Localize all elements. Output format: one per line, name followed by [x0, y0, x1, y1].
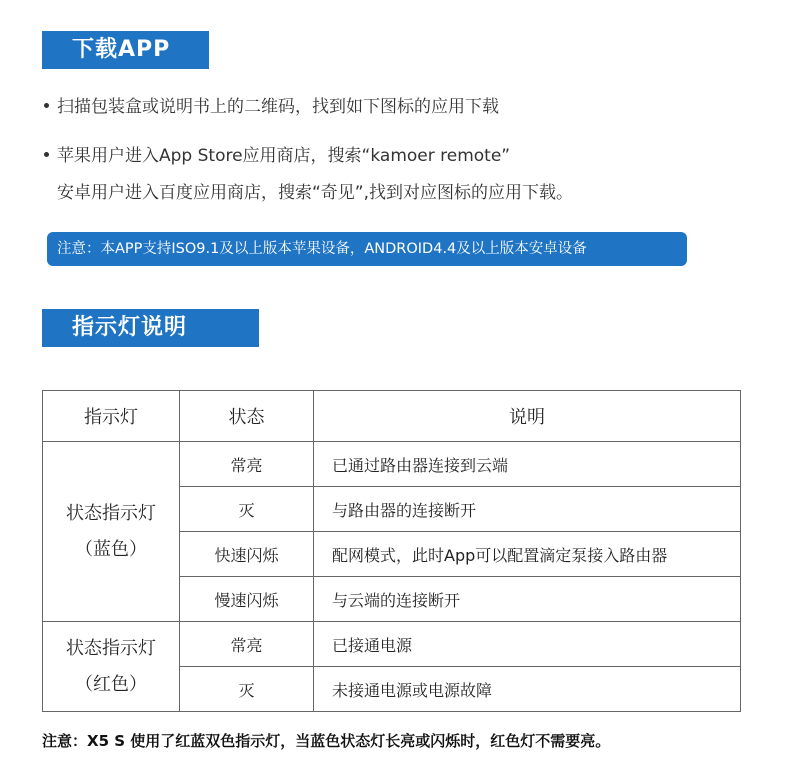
table-row: [43, 622, 741, 667]
group-label-color: （红色）: [75, 673, 147, 695]
indicator-table: [42, 390, 741, 712]
bullet-dot-icon: [44, 152, 49, 157]
state-cell: 灭: [180, 487, 314, 532]
bullet-text: 扫描包装盒或说明书上的二维码，找到如下图标的应用下载: [57, 97, 499, 117]
footer-note: 注意：X5 S 使用了红蓝双色指示灯，当蓝色状态灯长亮或闪烁时，红色灯不需要亮。: [42, 732, 611, 750]
table-row: [43, 442, 741, 487]
bullet-android-store: 安卓用户进入百度应用商店，搜索“奇见”,找到对应图标的应用下载。: [57, 183, 574, 203]
download-section-title: 下载APP: [42, 31, 206, 69]
desc-cell: 已接通电源: [314, 622, 741, 667]
group-label-color: （蓝色）: [75, 538, 147, 560]
state-cell: 灭: [180, 667, 314, 712]
bullet-dot-icon: [44, 103, 49, 108]
state-cell: 常亮: [180, 442, 314, 487]
bullet-text: 苹果用户进入App Store应用商店，搜索“kamoer remote”: [57, 146, 511, 166]
bullet-app-store: [44, 143, 510, 169]
desc-cell: 未接通电源或电源故障: [314, 667, 741, 712]
table-header-row: [43, 391, 741, 442]
compatibility-note: 注意：本APP支持ISO9.1及以上版本苹果设备，ANDROID4.4及以上版本安卓设备: [47, 232, 687, 266]
group-label-blue: [43, 442, 180, 622]
header-indicator: 指示灯: [43, 391, 180, 442]
header-state: 状态: [180, 391, 314, 442]
bullet-scan-qr: [44, 94, 499, 120]
desc-cell: 与路由器的连接断开: [314, 487, 741, 532]
state-cell: 快速闪烁: [180, 532, 314, 577]
group-label-red: [43, 622, 180, 712]
state-cell: 慢速闪烁: [180, 577, 314, 622]
group-label-line: 状态指示灯: [66, 502, 156, 524]
desc-cell: 配网模式，此时App可以配置滴定泵接入路由器: [314, 532, 741, 577]
desc-cell: 与云端的连接断开: [314, 577, 741, 622]
indicator-section-title: 指示灯说明: [42, 309, 256, 347]
group-label-line: 状态指示灯: [66, 637, 156, 659]
desc-cell: 已通过路由器连接到云端: [314, 442, 741, 487]
header-description: 说明: [314, 391, 741, 442]
state-cell: 常亮: [180, 622, 314, 667]
